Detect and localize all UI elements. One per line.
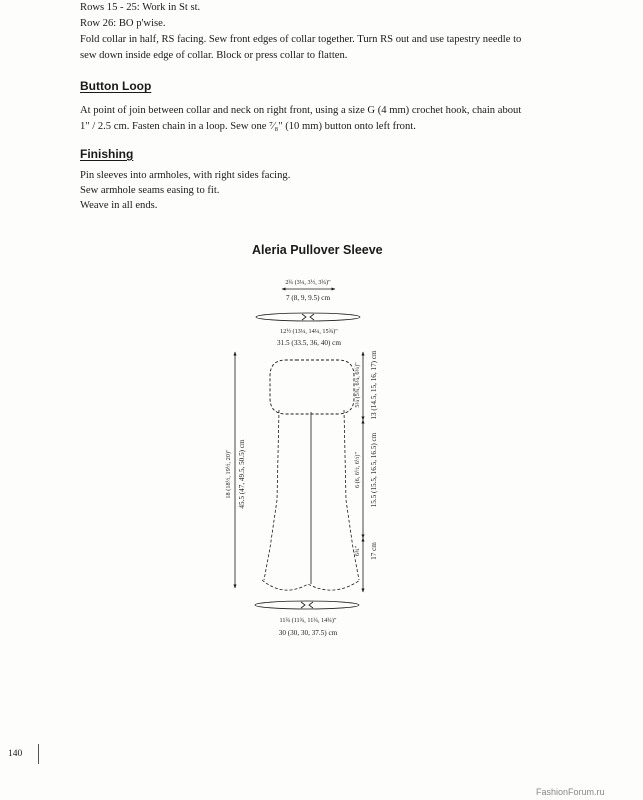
line-fold-collar: Fold collar in half, RS facing. Sew front edges of collar together. Turn RS out and use tapestry needle to [80, 34, 522, 45]
page-number: 140 [8, 749, 23, 759]
line-rows-15-25: Rows 15 - 25: Work in St st. [80, 2, 201, 13]
top-width-cm: 7 (8, 9, 9.5) cm [285, 294, 331, 302]
upper-width-cm: 31.5 (33.5, 36, 40) cm [277, 339, 341, 347]
diagram-title: Aleria Pullover Sleeve [252, 243, 383, 257]
button-loop-line-1: At point of join between collar and neck on right front, using a size G (4 mm) crochet hook, chain about [80, 105, 522, 116]
finishing-line-2: Sew armhole seams easing to fit. [80, 185, 220, 196]
mid-length-in: 6 (6, 6½, 6½)" [354, 451, 361, 489]
cap-height-cm: 13 (14.5, 15, 16, 17) cm [370, 350, 378, 420]
line-sew-down: sew down inside edge of collar. Block or press collar to flatten. [80, 50, 348, 61]
watermark: FashionForum.ru [536, 787, 605, 797]
bottom-width-cm: 30 (30, 30, 37.5) cm [278, 629, 338, 637]
low-length-cm: 17 cm [370, 542, 378, 560]
mid-length-cm: 15.5 (15.5, 16.5, 16.5) cm [370, 432, 378, 508]
bottom-width-in: 11¾ (11¾, 11¾, 14¾)" [279, 617, 337, 624]
cap-height-in: 5¼ (5¾, 6¼, 6¾)" [354, 362, 361, 408]
finishing-line-3: Weave in all ends. [80, 200, 158, 211]
finishing-heading: Finishing [80, 147, 134, 161]
left-length-in: 18 (18½, 19½, 20)" [225, 449, 232, 499]
top-width-in: 2¾ (3¼, 3½, 3¾)" [285, 279, 331, 286]
line-row-26: Row 26: BO p'wise. [80, 18, 166, 29]
finishing-line-1: Pin sleeves into armholes, with right sides facing. [80, 170, 291, 181]
low-length-in: 6¾" [354, 545, 361, 557]
bottom-width-ellipse [255, 601, 359, 609]
sleeve-cap-outline [270, 360, 354, 414]
page-number-divider [38, 744, 39, 764]
button-loop-heading: Button Loop [80, 79, 152, 93]
upper-width-ellipse [256, 313, 360, 321]
button-loop-line-2: 1" / 2.5 cm. Fasten chain in a loop. Sew one ⁷⁄₈" (10 mm) button onto left front. [80, 121, 416, 132]
sleeve-left-side [264, 410, 279, 580]
left-length-cm: 45.5 (47, 49.5, 50.5) cm [238, 439, 246, 509]
upper-width-in: 12½ (13¼, 14¼, 15¾)" [280, 328, 338, 335]
